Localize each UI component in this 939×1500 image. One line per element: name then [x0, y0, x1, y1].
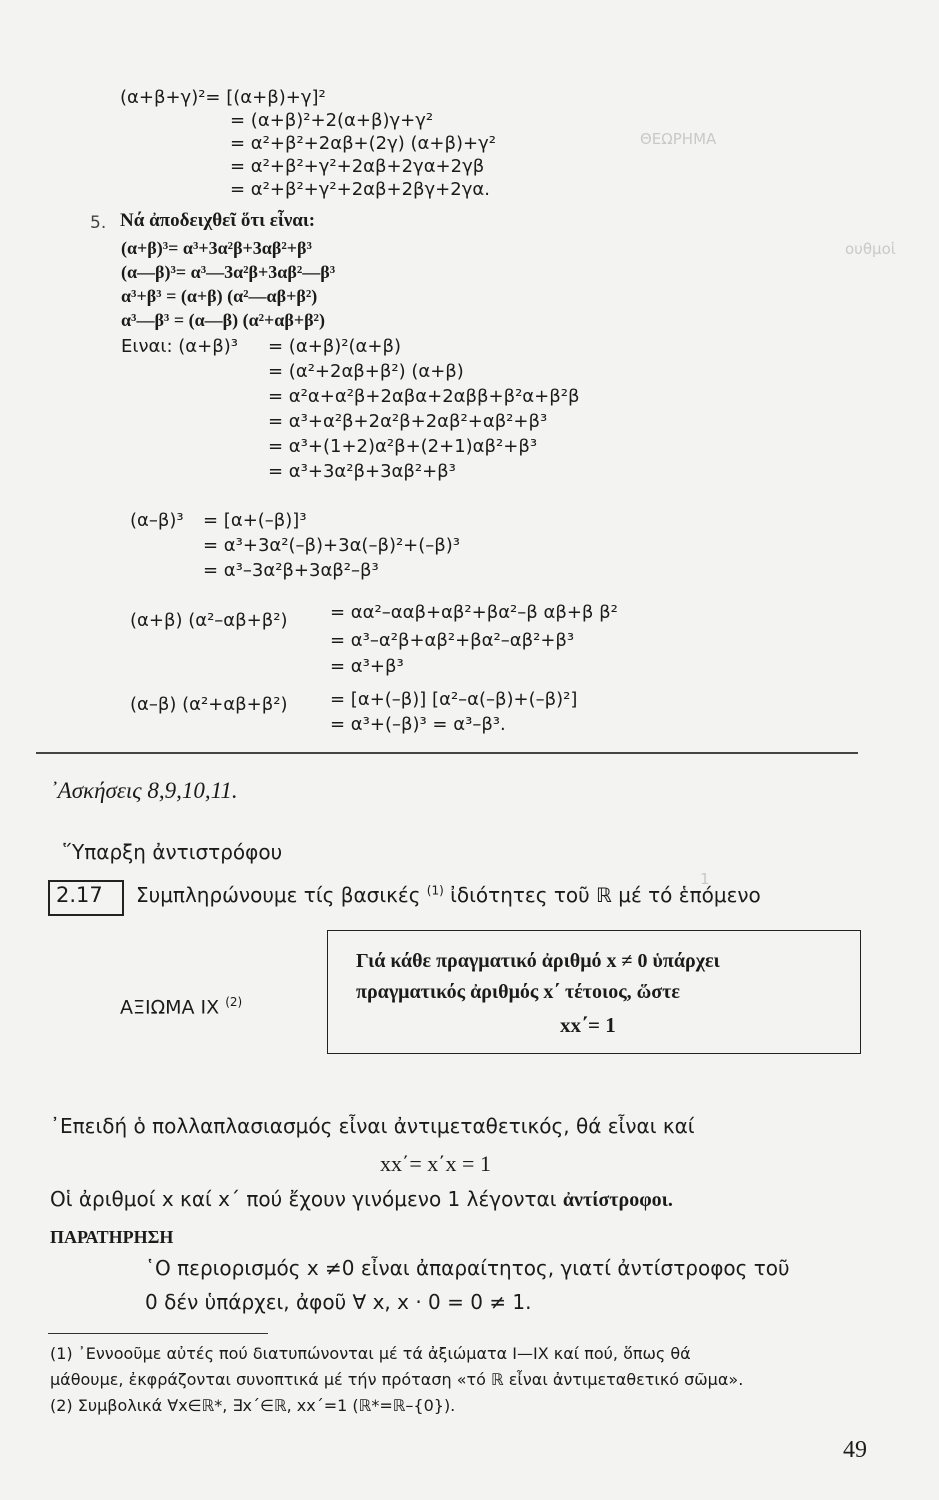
proof-label: (α+β) (α²–αβ+β²) [130, 610, 288, 631]
identity: α³+β³ = (α+β) (α²—αβ+β²) [121, 286, 318, 306]
equation-line: = α³+α²β+2α²β+2αβ²+αβ²+β³ [268, 411, 548, 432]
paragraph-number: 2.17 [56, 883, 103, 907]
footnote-ref-2: (2) [225, 995, 243, 1009]
paragraph-text-part2: ἰδιότητες τοῦ ℝ μέ τό ἑπόμενο [450, 883, 761, 907]
identity: (α—β)³= α³—3α²β+3αβ²—β³ [121, 262, 336, 282]
remark-line: ῾Ο περιορισμός x ≠0 εἶναι ἀπαραίτητος, γιατί ἀντίστροφος τοῦ [145, 1256, 790, 1280]
bleed-through-mark: 1 [700, 870, 710, 888]
commutativity-equation: xx΄= x΄x = 1 [380, 1151, 491, 1176]
proof-label: (α–β)³ [130, 510, 184, 531]
identity: α³—β³ = (α—β) (α²+αβ+β²) [121, 310, 325, 330]
equation-line: = α³–α²β+αβ²+βα²–αβ²+β³ [330, 630, 575, 651]
equation-line: = α³+(–β)³ = α³–β³. [330, 714, 506, 735]
remark-title: ΠΑΡΑΤΗΡΗΣΗ [50, 1227, 174, 1247]
equation-line: = [α+(–β)]³ [203, 510, 307, 531]
proof-label: (α–β) (α²+αβ+β²) [130, 694, 288, 715]
footnote: (1) ᾿Εννοοῦμε αὐτές πού διατυπώνονται μέ τά ἀξιώματα I—IX καί πού, ὅπως θά [50, 1344, 691, 1363]
section-rule [36, 752, 858, 754]
problem-statement: Νά ἀποδειχθεῖ ὅτι εἶναι: [120, 210, 316, 231]
body-text: ᾿Επειδή ὁ πολλαπλασιασμός εἶναι ἀντιμεταθετικός, θά εἶναι καί [50, 1114, 695, 1138]
problem-number: 5. [90, 213, 107, 233]
identity: (α+β)³= α³+3α²β+3αβ²+β³ [121, 238, 312, 258]
equation-line: = α²+β²+2αβ+(2γ) (α+β)+γ² [230, 133, 496, 154]
inverse-term: ἀντίστροφοι. [562, 1189, 673, 1211]
proof-label: Eιναι: (α+β)³ [121, 336, 238, 357]
footnote: μάθουμε, ἐκφράζονται συνοπτικά μέ τήν πρόταση «τό ℝ εἶναι ἀντιμεταθετικό σῶμα». [50, 1370, 744, 1389]
equation-line: = α³+3α²β+3αβ²+β³ [268, 461, 456, 482]
footnote: (2) Συμβολικά ∀x∈ℝ*, ∃x΄∈ℝ, xx΄=1 (ℝ*=ℝ–{0}). [50, 1396, 456, 1415]
equation-line: = α³+(1+2)α²β+(2+1)αβ²+β³ [268, 436, 538, 457]
inverse-definition [50, 1187, 673, 1212]
axiom-label-text: ΑΞΙΩΜΑ IX [120, 996, 220, 1019]
axiom-line: Γιά κάθε πραγματικό ἀριθμό x ≠ 0 ὑπάρχει [356, 950, 720, 972]
axiom-label [120, 995, 242, 1018]
equation-line: = (α+β)²+2(α+β)γ+γ² [230, 110, 434, 131]
equation-line: = [α+(–β)] [α²–α(–β)+(–β)²] [330, 689, 578, 710]
equation-line: = α³–3α²β+3αβ²–β³ [203, 560, 379, 581]
exercises-reference: ᾿Ασκήσεις 8,9,10,11. [50, 778, 238, 803]
bleed-through-mark: ουθμοἱ [845, 240, 896, 258]
footnote-rule [48, 1333, 268, 1334]
remark-line: 0 δέν ὑπάρχει, ἀφοῦ ∀ x, x · 0 = 0 ≠ 1. [145, 1290, 532, 1314]
inverse-definition-text: Οἱ ἀριθμοί x καί x΄ πού ἔχουν γινόμενο 1 λέγονται [50, 1187, 557, 1211]
footnote-ref-1: (1) [426, 883, 444, 898]
paragraph-text-part1: Συμπληρώνουμε τίς βασικές [136, 883, 421, 907]
equation-line: = α³+3α²(–β)+3α(–β)²+(–β)³ [203, 535, 461, 556]
axiom-line: πραγματικός ἀριθμός x΄ τέτοιος, ὥστε [356, 981, 680, 1003]
equation-line: (α+β+γ)²= [(α+β)+γ]² [120, 87, 326, 108]
section-title: ῞Υπαρξη ἀντιστρόφου [62, 840, 283, 864]
paragraph-text [136, 883, 761, 907]
equation-line: = α²+β²+γ²+2αβ+2γα+2γβ [230, 156, 485, 177]
equation-line: = α²+β²+γ²+2αβ+2βγ+2γα. [230, 179, 490, 200]
axiom-equation: xx΄= 1 [560, 1013, 616, 1037]
equation-line: = (α+β)²(α+β) [268, 336, 401, 357]
equation-line: = αα²–ααβ+αβ²+βα²–β αβ+β β² [330, 602, 618, 623]
equation-line: = α³+β³ [330, 656, 404, 677]
page-number: 49 [843, 1437, 867, 1463]
equation-line: = α²α+α²β+2αβα+2αββ+β²α+β²β [268, 386, 580, 407]
bleed-through-mark: ΘΕΩΡΗΜΑ [640, 130, 717, 148]
equation-line: = (α²+2αβ+β²) (α+β) [268, 361, 464, 382]
